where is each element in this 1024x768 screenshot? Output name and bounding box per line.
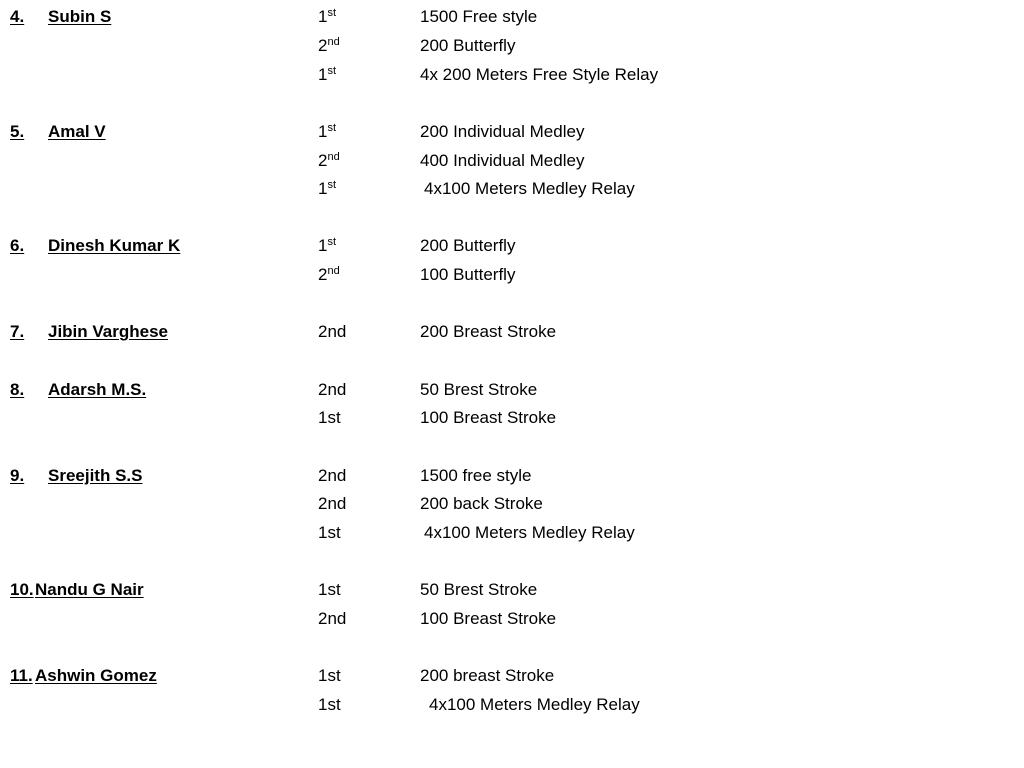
result-row	[0, 3, 1024, 31]
result-row	[0, 691, 1024, 719]
event-name: 200 breast Stroke	[420, 666, 555, 685]
place-label: 1st	[318, 666, 341, 685]
athlete-number: 8.	[10, 380, 25, 399]
athlete-name: Jibin Varghese	[48, 322, 168, 341]
place-suffix: st	[327, 7, 337, 19]
event-name: 4x100 Meters Medley Relay	[424, 523, 635, 542]
place-suffix: nd	[327, 151, 340, 163]
event-name: 100 Breast Stroke	[420, 609, 557, 628]
place-label: 1st	[318, 695, 341, 714]
event-name: 4x 200 Meters Free Style Relay	[420, 65, 659, 84]
place-label: 1st	[318, 408, 341, 427]
place-label: 2nd	[318, 494, 347, 513]
event-name: 50 Brest Stroke	[420, 580, 538, 599]
place-suffix: st	[327, 179, 337, 191]
event-name: 100 Butterfly	[420, 265, 516, 284]
athlete-number: 9.	[10, 466, 25, 485]
place-label: 1st	[318, 65, 337, 84]
result-row	[0, 376, 1024, 404]
result-row	[0, 261, 1024, 289]
event-name: 200 Breast Stroke	[420, 322, 557, 341]
place-label: 2nd	[318, 151, 340, 170]
place-label: 2nd	[318, 322, 347, 341]
result-row	[0, 490, 1024, 518]
result-row	[0, 462, 1024, 490]
event-name: 1500 Free style	[420, 7, 538, 26]
result-row	[0, 118, 1024, 146]
event-name: 200 Butterfly	[420, 36, 516, 55]
place-suffix: st	[327, 65, 337, 77]
athlete-number: 10.	[10, 580, 34, 599]
place-label: 2nd	[318, 36, 340, 55]
place-label: 1st	[318, 523, 341, 542]
event-name: 200 back Stroke	[420, 494, 543, 513]
place-label: 1st	[318, 236, 337, 255]
event-name: 100 Breast Stroke	[420, 408, 557, 427]
athlete-name: Amal V	[48, 122, 106, 141]
result-row	[0, 404, 1024, 432]
athlete-name: Subin S	[48, 7, 112, 26]
athlete-number: 7.	[10, 322, 25, 341]
event-name: 4x100 Meters Medley Relay	[429, 695, 640, 714]
event-name: 4x100 Meters Medley Relay	[424, 179, 635, 198]
result-row	[0, 605, 1024, 633]
result-row	[0, 318, 1024, 346]
place-label: 1st	[318, 580, 341, 599]
place-label: 2nd	[318, 380, 347, 399]
athlete-number: 4.	[10, 7, 25, 26]
event-name: 400 Individual Medley	[420, 151, 585, 170]
place-label: 1st	[318, 122, 337, 141]
result-row	[0, 662, 1024, 690]
result-row	[0, 519, 1024, 547]
event-name: 200 Individual Medley	[420, 122, 585, 141]
place-label: 2nd	[318, 609, 347, 628]
place-suffix: st	[327, 236, 337, 248]
place-label: 2nd	[318, 466, 347, 485]
event-name: 1500 free style	[420, 466, 532, 485]
result-row	[0, 32, 1024, 60]
place-suffix: nd	[327, 36, 340, 48]
event-name: 200 Butterfly	[420, 236, 516, 255]
event-name: 50 Brest Stroke	[420, 380, 538, 399]
athlete-number: 5.	[10, 122, 25, 141]
athlete-number: 11.	[10, 666, 33, 685]
place-label: 1st	[318, 179, 337, 198]
result-row	[0, 232, 1024, 260]
athlete-name: Nandu G Nair	[35, 580, 144, 599]
result-row	[0, 61, 1024, 89]
place-label: 2nd	[318, 265, 340, 284]
place-suffix: st	[327, 122, 337, 134]
place-label: 1st	[318, 7, 337, 26]
result-row	[0, 576, 1024, 604]
result-row	[0, 175, 1024, 203]
place-suffix: nd	[327, 265, 340, 277]
result-row	[0, 147, 1024, 175]
athlete-name: Sreejith S.S	[48, 466, 143, 485]
athlete-name: Dinesh Kumar K	[48, 236, 181, 255]
athlete-name: Ashwin Gomez	[35, 666, 157, 685]
athlete-number: 6.	[10, 236, 25, 255]
athlete-name: Adarsh M.S.	[48, 380, 147, 399]
